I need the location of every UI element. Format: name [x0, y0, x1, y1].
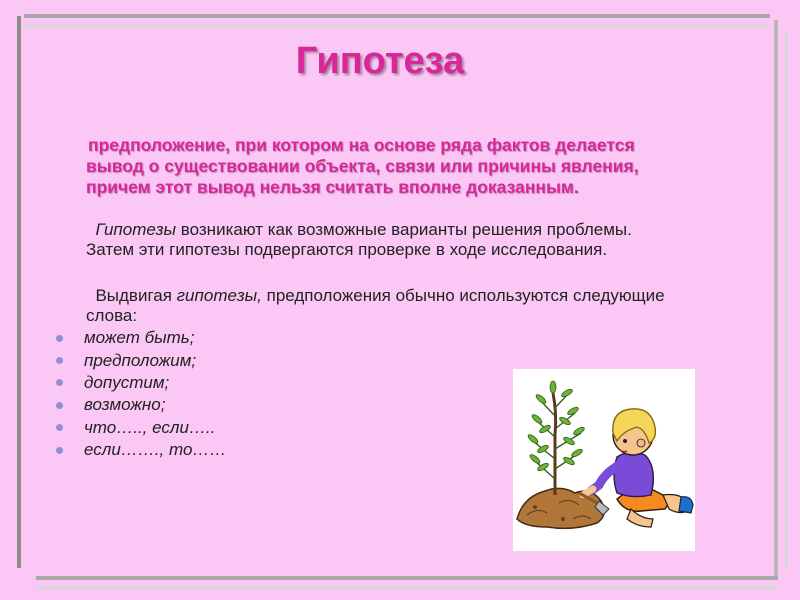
bullet-dot-icon	[56, 335, 63, 342]
frame-bottom-line-inner	[36, 586, 778, 589]
bullet-dot-icon	[56, 357, 63, 364]
slide-title: Гипотеза	[295, 40, 465, 82]
paragraph-2-line-1	[86, 220, 776, 240]
definition-line-2: вывод о существовании объекта, связи или причины явления,	[86, 156, 639, 176]
list-item-label: может быть;	[84, 328, 195, 348]
definition-text	[86, 135, 776, 198]
bullet-dot-icon	[56, 379, 63, 386]
definition-line-3: причем этот вывод нельзя считать вполне доказанным.	[86, 177, 579, 197]
list-item	[56, 349, 226, 371]
frame-left-line	[17, 16, 21, 568]
paragraph-hypotheses	[86, 220, 776, 260]
list-item	[56, 327, 226, 349]
list-item	[56, 439, 226, 461]
paragraph-3-rest: предположения обычно используются следующие	[261, 286, 665, 305]
paragraph-3-lead: Выдвигая	[95, 286, 177, 305]
paragraph-3-line-2: слова:	[86, 306, 138, 325]
list-item	[56, 372, 226, 394]
italic-word: Гипотезы	[95, 220, 177, 239]
list-item-label: допустим;	[84, 372, 170, 392]
child-planting-tree-illustration	[513, 369, 695, 551]
child-planting-tree-icon	[513, 369, 695, 551]
frame-bottom-line	[36, 576, 778, 580]
list-item-label: если……., то……	[84, 440, 227, 460]
paragraph-3-line-1	[86, 286, 776, 306]
list-item-label: предположим;	[84, 350, 197, 370]
paragraph-2-rest: возникают как возможные варианты решения проблемы.	[176, 220, 632, 239]
paragraph-2-line-2: Затем эти гипотезы подвергаются проверке в ходе исследования.	[86, 240, 608, 259]
italic-word: гипотезы,	[176, 286, 262, 305]
list-item-label: возможно;	[84, 395, 166, 415]
bullet-dot-icon	[56, 424, 63, 431]
frame-top-line-inner	[24, 24, 770, 27]
definition-line-1: предположение, при котором на основе ряда фактов делается	[88, 135, 635, 155]
paragraph-words	[86, 286, 776, 326]
list-item	[56, 394, 226, 416]
frame-top-line	[24, 14, 770, 18]
list-item-label: что….., если…..	[84, 417, 216, 437]
bullet-dot-icon	[56, 402, 63, 409]
frame-right-line-inner	[785, 30, 788, 570]
bullet-dot-icon	[56, 447, 63, 454]
list-item	[56, 417, 226, 439]
bullet-list	[56, 327, 226, 461]
